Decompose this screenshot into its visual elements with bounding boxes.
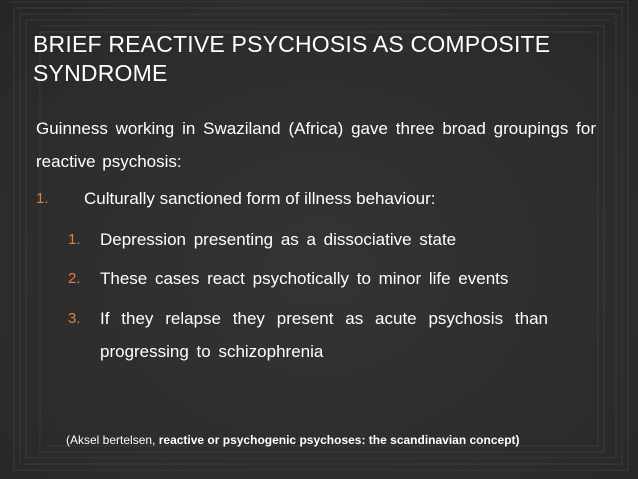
slide-title: BRIEF REACTIVE PSYCHOSIS AS COMPOSITE SYNDROME [33, 31, 551, 86]
intro-paragraph [36, 112, 596, 178]
citation [66, 432, 586, 448]
sub-list-item-text: These cases react psychotically to minor life events [100, 269, 509, 288]
sub-list-item-text: If they relapse they present as acute psychosis than progressing to schizophrenia [100, 309, 548, 361]
sub-list-item-text: Depression presenting as a dissociative state [100, 230, 457, 249]
intro-text: Guinness working in Swaziland (Africa) gave three broad groupings for reactive psychosis: [36, 119, 596, 171]
sub-list-number: 1. [68, 231, 81, 248]
sub-list-number: 2. [68, 270, 81, 287]
list-item-text: Culturally sanctioned form of illness behaviour: [84, 189, 436, 208]
sub-list-number: 3. [68, 310, 81, 327]
list-number: 1. [36, 190, 49, 207]
citation-author: (Aksel bertelsen, [66, 433, 159, 447]
citation-title: reactive or psychogenic psychoses: the scandinavian concept) [158, 433, 520, 447]
